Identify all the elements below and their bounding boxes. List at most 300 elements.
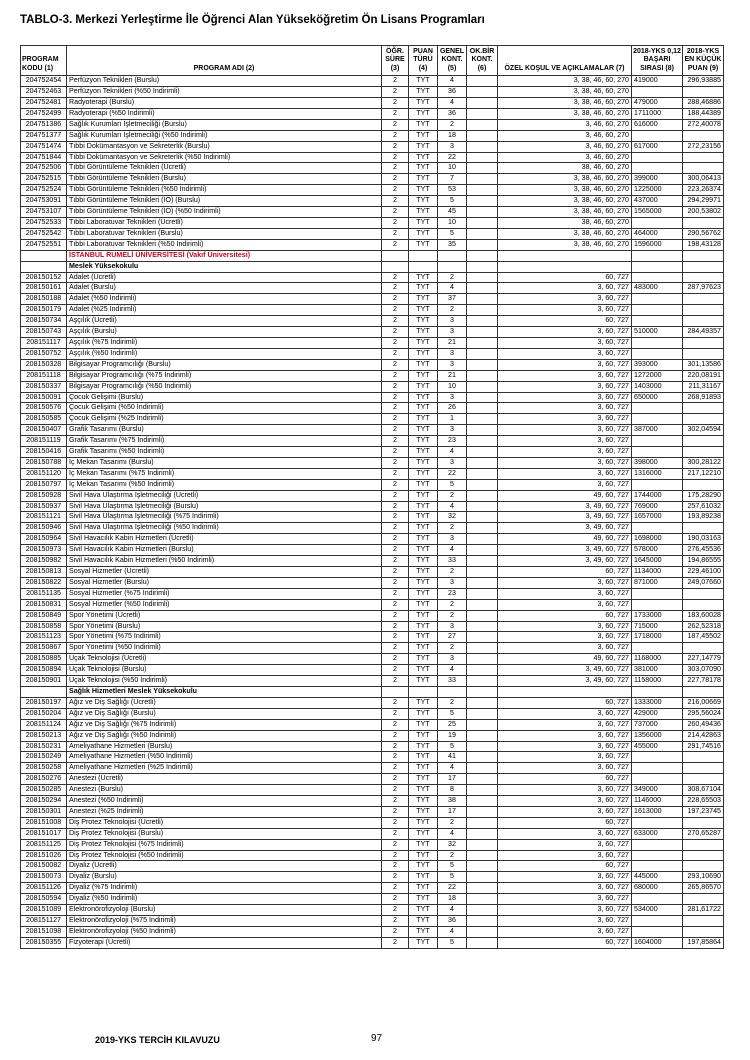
special-conditions-cell: 60, 727 — [498, 610, 632, 621]
min-score-cell — [683, 839, 724, 850]
min-score-cell — [683, 348, 724, 359]
program-name-cell: Radyoterapi (Burslu) — [67, 98, 382, 109]
success-rank-cell — [632, 87, 683, 98]
program-code-cell: 208150073 — [21, 872, 67, 883]
min-score-cell: 302,04594 — [683, 425, 724, 436]
min-score-cell: 197,23745 — [683, 806, 724, 817]
program-code-cell: 208151127 — [21, 916, 67, 927]
table-row — [21, 479, 724, 490]
general-quota-cell: 32 — [438, 512, 467, 523]
min-score-cell — [683, 152, 724, 163]
duration-cell: 2 — [382, 468, 409, 479]
general-quota-cell: 5 — [438, 861, 467, 872]
top-student-quota-cell — [467, 861, 498, 872]
top-student-quota-cell — [467, 348, 498, 359]
table-row — [21, 806, 724, 817]
success-rank-cell: 737000 — [632, 719, 683, 730]
top-student-quota-cell — [467, 163, 498, 174]
special-conditions-cell: 3, 60, 727 — [498, 894, 632, 905]
success-rank-cell: 534000 — [632, 905, 683, 916]
program-name-cell: Sağlık Kurumları İşletmeciliği (Burslu) — [67, 119, 382, 130]
program-name-cell: İç Mekan Tasarımı (%75 İndirimli) — [67, 468, 382, 479]
special-conditions-cell: 60, 727 — [498, 272, 632, 283]
top-student-quota-cell — [467, 567, 498, 578]
duration-cell: 2 — [382, 457, 409, 468]
top-student-quota-cell — [467, 512, 498, 523]
success-rank-cell: 1356000 — [632, 730, 683, 741]
score-type-cell: TYT — [409, 588, 438, 599]
program-name-cell: Sosyal Hizmetler (Burslu) — [67, 577, 382, 588]
special-conditions-cell: 3, 38, 46, 60, 270 — [498, 108, 632, 119]
min-score-cell: 197,85864 — [683, 937, 724, 948]
header-top-student-quota: OK.BİR KONT. (6) — [467, 46, 498, 76]
program-name-cell: Tıbbi Görüntüleme Teknikleri (İÖ) (Burslu) — [67, 196, 382, 207]
general-quota-cell: 4 — [438, 501, 467, 512]
success-rank-cell — [632, 414, 683, 425]
table-row — [21, 76, 724, 87]
duration-cell: 2 — [382, 185, 409, 196]
score-type-cell: TYT — [409, 337, 438, 348]
special-conditions-cell: 3, 38, 46, 60, 270 — [498, 196, 632, 207]
general-quota-cell: 3 — [438, 425, 467, 436]
table-row — [21, 545, 724, 556]
special-conditions-cell: 3, 60, 727 — [498, 588, 632, 599]
min-score-cell — [683, 774, 724, 785]
table-row — [21, 894, 724, 905]
general-quota-cell: 25 — [438, 719, 467, 730]
special-conditions-cell: 3, 60, 727 — [498, 872, 632, 883]
table-row — [21, 610, 724, 621]
program-code-cell: 204751474 — [21, 141, 67, 152]
score-type-cell: TYT — [409, 861, 438, 872]
score-type-cell — [409, 250, 438, 261]
duration-cell: 2 — [382, 119, 409, 130]
top-student-quota-cell — [467, 207, 498, 218]
top-student-quota-cell — [467, 916, 498, 927]
general-quota-cell: 21 — [438, 337, 467, 348]
min-score-cell — [683, 294, 724, 305]
success-rank-cell: 1718000 — [632, 632, 683, 643]
min-score-cell: 249,07660 — [683, 577, 724, 588]
score-type-cell: TYT — [409, 665, 438, 676]
table-row — [21, 337, 724, 348]
duration-cell: 2 — [382, 654, 409, 665]
program-name-cell: Sosyal Hizmetler (%75 İndirimli) — [67, 588, 382, 599]
min-score-cell: 284,49357 — [683, 327, 724, 338]
program-name-cell: Tıbbi Görüntüleme Teknikleri (İÖ) (%50 İndirimli) — [67, 207, 382, 218]
special-conditions-cell: 3, 60, 727 — [498, 447, 632, 458]
score-type-cell: TYT — [409, 643, 438, 654]
general-quota-cell: 4 — [438, 828, 467, 839]
success-rank-cell: 1168000 — [632, 654, 683, 665]
special-conditions-cell: 3, 60, 727 — [498, 632, 632, 643]
score-type-cell: TYT — [409, 785, 438, 796]
success-rank-cell: 715000 — [632, 621, 683, 632]
program-code-cell: 208150982 — [21, 556, 67, 567]
table-row — [21, 87, 724, 98]
duration-cell: 2 — [382, 414, 409, 425]
score-type-cell: TYT — [409, 937, 438, 948]
special-conditions-cell: 3, 60, 727 — [498, 806, 632, 817]
score-type-cell: TYT — [409, 174, 438, 185]
general-quota-cell: 5 — [438, 479, 467, 490]
program-name-cell: Anestezi (Ücretli) — [67, 774, 382, 785]
success-rank-cell: 483000 — [632, 283, 683, 294]
special-conditions-cell: 3, 60, 727 — [498, 425, 632, 436]
duration-cell: 2 — [382, 108, 409, 119]
table-row — [21, 130, 724, 141]
table-row — [21, 817, 724, 828]
special-conditions-cell: 3, 38, 46, 60, 270 — [498, 228, 632, 239]
min-score-cell: 293,10690 — [683, 872, 724, 883]
table-row — [21, 752, 724, 763]
general-quota-cell: 22 — [438, 468, 467, 479]
program-name-cell: Diş Protez Teknolojisi (Ücretli) — [67, 817, 382, 828]
general-quota-cell: 2 — [438, 817, 467, 828]
duration-cell: 2 — [382, 926, 409, 937]
top-student-quota-cell — [467, 905, 498, 916]
program-name-cell: Diş Protez Teknolojisi (Burslu) — [67, 828, 382, 839]
success-rank-cell — [632, 272, 683, 283]
score-type-cell: TYT — [409, 381, 438, 392]
top-student-quota-cell — [467, 545, 498, 556]
program-code-cell: 208151119 — [21, 436, 67, 447]
top-student-quota-cell — [467, 316, 498, 327]
table-row — [21, 207, 724, 218]
general-quota-cell: 2 — [438, 305, 467, 316]
program-code-cell: 208150328 — [21, 359, 67, 370]
table-row — [21, 272, 724, 283]
top-student-quota-cell — [467, 261, 498, 272]
top-student-quota-cell — [467, 87, 498, 98]
program-code-cell: 208151126 — [21, 883, 67, 894]
top-student-quota-cell — [467, 185, 498, 196]
top-student-quota-cell — [467, 643, 498, 654]
score-type-cell: TYT — [409, 534, 438, 545]
duration-cell: 2 — [382, 643, 409, 654]
score-type-cell: TYT — [409, 348, 438, 359]
top-student-quota-cell — [467, 599, 498, 610]
header-success-rank: 2018-YKS 0,12 BAŞARI SIRASI (8) — [632, 46, 683, 76]
program-code-cell: 208150928 — [21, 490, 67, 501]
success-rank-cell: 1657000 — [632, 512, 683, 523]
program-name-cell: Sivil Hava Ulaştırma İşletmeciliği (%75 İndirimli) — [67, 512, 382, 523]
score-type-cell: TYT — [409, 806, 438, 817]
general-quota-cell: 33 — [438, 676, 467, 687]
score-type-cell: TYT — [409, 218, 438, 229]
special-conditions-cell: 3, 60, 727 — [498, 577, 632, 588]
duration-cell: 2 — [382, 76, 409, 87]
table-row — [21, 654, 724, 665]
score-type-cell: TYT — [409, 654, 438, 665]
table-row — [21, 457, 724, 468]
table-row — [21, 218, 724, 229]
table-row — [21, 839, 724, 850]
top-student-quota-cell — [467, 457, 498, 468]
duration-cell: 2 — [382, 894, 409, 905]
score-type-cell: TYT — [409, 327, 438, 338]
program-code-cell: 204751377 — [21, 130, 67, 141]
top-student-quota-cell — [467, 392, 498, 403]
success-rank-cell — [632, 686, 683, 697]
min-score-cell — [683, 817, 724, 828]
duration-cell: 2 — [382, 316, 409, 327]
duration-cell: 2 — [382, 87, 409, 98]
score-type-cell: TYT — [409, 905, 438, 916]
min-score-cell: 276,45536 — [683, 545, 724, 556]
program-code-cell: 208150594 — [21, 894, 67, 905]
table-row — [21, 905, 724, 916]
score-type-cell: TYT — [409, 730, 438, 741]
score-type-cell: TYT — [409, 490, 438, 501]
special-conditions-cell: 3, 38, 46, 60, 270 — [498, 174, 632, 185]
program-code-cell: 204752506 — [21, 163, 67, 174]
top-student-quota-cell — [467, 610, 498, 621]
program-name-cell: Diyaliz (Burslu) — [67, 872, 382, 883]
special-conditions-cell: 49, 60, 727 — [498, 534, 632, 545]
success-rank-cell: 398000 — [632, 457, 683, 468]
top-student-quota-cell — [467, 174, 498, 185]
program-code-cell: 208150301 — [21, 806, 67, 817]
top-student-quota-cell — [467, 796, 498, 807]
special-conditions-cell — [498, 250, 632, 261]
success-rank-cell: 1403000 — [632, 381, 683, 392]
general-quota-cell — [438, 686, 467, 697]
min-score-cell: 281,61722 — [683, 905, 724, 916]
general-quota-cell: 4 — [438, 905, 467, 916]
table-row — [21, 588, 724, 599]
program-name-cell: Diyaliz (%75 İndirimli) — [67, 883, 382, 894]
special-conditions-cell: 3, 60, 727 — [498, 850, 632, 861]
success-rank-cell: 1733000 — [632, 610, 683, 621]
top-student-quota-cell — [467, 719, 498, 730]
general-quota-cell: 19 — [438, 730, 467, 741]
min-score-cell — [683, 250, 724, 261]
special-conditions-cell: 3, 60, 727 — [498, 785, 632, 796]
min-score-cell: 228,65503 — [683, 796, 724, 807]
top-student-quota-cell — [467, 850, 498, 861]
program-code-cell: 208150204 — [21, 708, 67, 719]
program-name-cell: Adalet (%50 İndirimli) — [67, 294, 382, 305]
program-code-cell: 208150901 — [21, 676, 67, 687]
program-code-cell: 204752454 — [21, 76, 67, 87]
min-score-cell: 223,26374 — [683, 185, 724, 196]
min-score-cell: 214,42863 — [683, 730, 724, 741]
success-rank-cell: 680000 — [632, 883, 683, 894]
general-quota-cell: 2 — [438, 610, 467, 621]
program-name-cell: Diş Protez Teknolojisi (%75 İndirimli) — [67, 839, 382, 850]
table-row — [21, 577, 724, 588]
min-score-cell: 190,03163 — [683, 534, 724, 545]
special-conditions-cell: 3, 46, 60, 270 — [498, 130, 632, 141]
header-min-score: 2018-YKS EN KÜÇÜK PUAN (9) — [683, 46, 724, 76]
success-rank-cell — [632, 839, 683, 850]
duration-cell: 2 — [382, 763, 409, 774]
program-name-cell: Adalet (%25 İndirimli) — [67, 305, 382, 316]
program-name-cell: Sivil Havacılık Kabin Hizmetleri (Ücretli) — [67, 534, 382, 545]
duration-cell: 2 — [382, 752, 409, 763]
program-code-cell: 208151089 — [21, 905, 67, 916]
table-row — [21, 861, 724, 872]
program-code-cell: 208150867 — [21, 643, 67, 654]
program-code-cell: 208150179 — [21, 305, 67, 316]
program-name-cell: Uçak Teknolojisi (%50 İndirimli) — [67, 676, 382, 687]
score-type-cell — [409, 686, 438, 697]
program-name-cell: Meslek Yüksekokulu — [67, 261, 382, 272]
program-code-cell: 208150849 — [21, 610, 67, 621]
program-code-cell: 208150946 — [21, 523, 67, 534]
general-quota-cell: 10 — [438, 218, 467, 229]
special-conditions-cell: 3, 60, 727 — [498, 359, 632, 370]
top-student-quota-cell — [467, 632, 498, 643]
score-type-cell: TYT — [409, 130, 438, 141]
table-row — [21, 185, 724, 196]
min-score-cell — [683, 926, 724, 937]
score-type-cell: TYT — [409, 621, 438, 632]
success-rank-cell — [632, 588, 683, 599]
min-score-cell: 290,56762 — [683, 228, 724, 239]
min-score-cell: 300,28122 — [683, 457, 724, 468]
duration-cell: 2 — [382, 588, 409, 599]
duration-cell: 2 — [382, 163, 409, 174]
header-special-conditions: ÖZEL KOŞUL VE AÇIKLAMALAR (7) — [498, 46, 632, 76]
min-score-cell — [683, 599, 724, 610]
special-conditions-cell: 60, 727 — [498, 316, 632, 327]
program-code-cell: 204752499 — [21, 108, 67, 119]
score-type-cell: TYT — [409, 523, 438, 534]
top-student-quota-cell — [467, 665, 498, 676]
table-row — [21, 534, 724, 545]
success-rank-cell — [632, 403, 683, 414]
success-rank-cell: 1333000 — [632, 697, 683, 708]
program-name-cell: Aşçılık (Burslu) — [67, 327, 382, 338]
program-name-cell: Anestezi (%25 İndirimli) — [67, 806, 382, 817]
duration-cell: 2 — [382, 425, 409, 436]
success-rank-cell: 387000 — [632, 425, 683, 436]
duration-cell: 2 — [382, 512, 409, 523]
program-name-cell: Adalet (Ücretli) — [67, 272, 382, 283]
success-rank-cell: 429000 — [632, 708, 683, 719]
special-conditions-cell: 3, 60, 727 — [498, 796, 632, 807]
success-rank-cell: 633000 — [632, 828, 683, 839]
university-row — [21, 250, 724, 261]
min-score-cell — [683, 403, 724, 414]
success-rank-cell: 393000 — [632, 359, 683, 370]
program-code-cell: 208151118 — [21, 370, 67, 381]
duration-cell: 2 — [382, 239, 409, 250]
duration-cell: 2 — [382, 196, 409, 207]
duration-cell: 2 — [382, 218, 409, 229]
min-score-cell: 300,06413 — [683, 174, 724, 185]
score-type-cell: TYT — [409, 512, 438, 523]
success-rank-cell — [632, 861, 683, 872]
score-type-cell: TYT — [409, 850, 438, 861]
program-name-cell: Diyaliz (Ücretli) — [67, 861, 382, 872]
top-student-quota-cell — [467, 479, 498, 490]
top-student-quota-cell — [467, 130, 498, 141]
top-student-quota-cell — [467, 305, 498, 316]
faculty-row — [21, 686, 724, 697]
table-row — [21, 599, 724, 610]
score-type-cell: TYT — [409, 926, 438, 937]
program-code-cell: 208150937 — [21, 501, 67, 512]
general-quota-cell: 36 — [438, 916, 467, 927]
duration-cell: 2 — [382, 872, 409, 883]
table-row — [21, 359, 724, 370]
min-score-cell — [683, 861, 724, 872]
score-type-cell: TYT — [409, 185, 438, 196]
general-quota-cell: 3 — [438, 348, 467, 359]
top-student-quota-cell — [467, 730, 498, 741]
min-score-cell: 295,56024 — [683, 708, 724, 719]
header-program-code: PROGRAM KODU (1) — [21, 46, 67, 76]
score-type-cell: TYT — [409, 916, 438, 927]
program-name-cell: Ağız ve Diş Sağlığı (%50 İndirimli) — [67, 730, 382, 741]
min-score-cell — [683, 218, 724, 229]
top-student-quota-cell — [467, 196, 498, 207]
min-score-cell: 220,08191 — [683, 370, 724, 381]
table-row — [21, 850, 724, 861]
min-score-cell — [683, 272, 724, 283]
success-rank-cell — [632, 305, 683, 316]
top-student-quota-cell — [467, 937, 498, 948]
min-score-cell — [683, 763, 724, 774]
score-type-cell: TYT — [409, 708, 438, 719]
program-code-cell: 208150231 — [21, 741, 67, 752]
program-name-cell: Spor Yönetimi (%50 İndirimli) — [67, 643, 382, 654]
table-row — [21, 490, 724, 501]
program-code-cell — [21, 261, 67, 272]
top-student-quota-cell — [467, 588, 498, 599]
special-conditions-cell: 3, 60, 727 — [498, 283, 632, 294]
duration-cell: 2 — [382, 534, 409, 545]
special-conditions-cell: 3, 38, 46, 60, 270 — [498, 87, 632, 98]
general-quota-cell: 4 — [438, 76, 467, 87]
success-rank-cell — [632, 218, 683, 229]
score-type-cell: TYT — [409, 839, 438, 850]
program-code-cell: 204752551 — [21, 239, 67, 250]
min-score-cell: 257,61032 — [683, 501, 724, 512]
program-table — [20, 45, 724, 949]
program-code-cell: 208150858 — [21, 621, 67, 632]
top-student-quota-cell — [467, 141, 498, 152]
special-conditions-cell: 3, 60, 727 — [498, 381, 632, 392]
program-name-cell: Adalet (Burslu) — [67, 283, 382, 294]
success-rank-cell — [632, 130, 683, 141]
duration-cell: 2 — [382, 883, 409, 894]
min-score-cell — [683, 305, 724, 316]
top-student-quota-cell — [467, 523, 498, 534]
table-row — [21, 665, 724, 676]
special-conditions-cell: 3, 60, 727 — [498, 479, 632, 490]
duration-cell: 2 — [382, 621, 409, 632]
general-quota-cell: 3 — [438, 577, 467, 588]
top-student-quota-cell — [467, 218, 498, 229]
min-score-cell: 216,00669 — [683, 697, 724, 708]
special-conditions-cell: 3, 60, 727 — [498, 348, 632, 359]
table-row — [21, 98, 724, 109]
score-type-cell: TYT — [409, 119, 438, 130]
success-rank-cell: 1698000 — [632, 534, 683, 545]
special-conditions-cell: 3, 60, 727 — [498, 468, 632, 479]
general-quota-cell: 3 — [438, 457, 467, 468]
table-row — [21, 403, 724, 414]
top-student-quota-cell — [467, 806, 498, 817]
min-score-cell: 301,13586 — [683, 359, 724, 370]
table-row — [21, 523, 724, 534]
program-name-cell: Sivil Havacılık Kabin Hizmetleri (%50 İndirimli) — [67, 556, 382, 567]
special-conditions-cell: 3, 49, 60, 727 — [498, 501, 632, 512]
